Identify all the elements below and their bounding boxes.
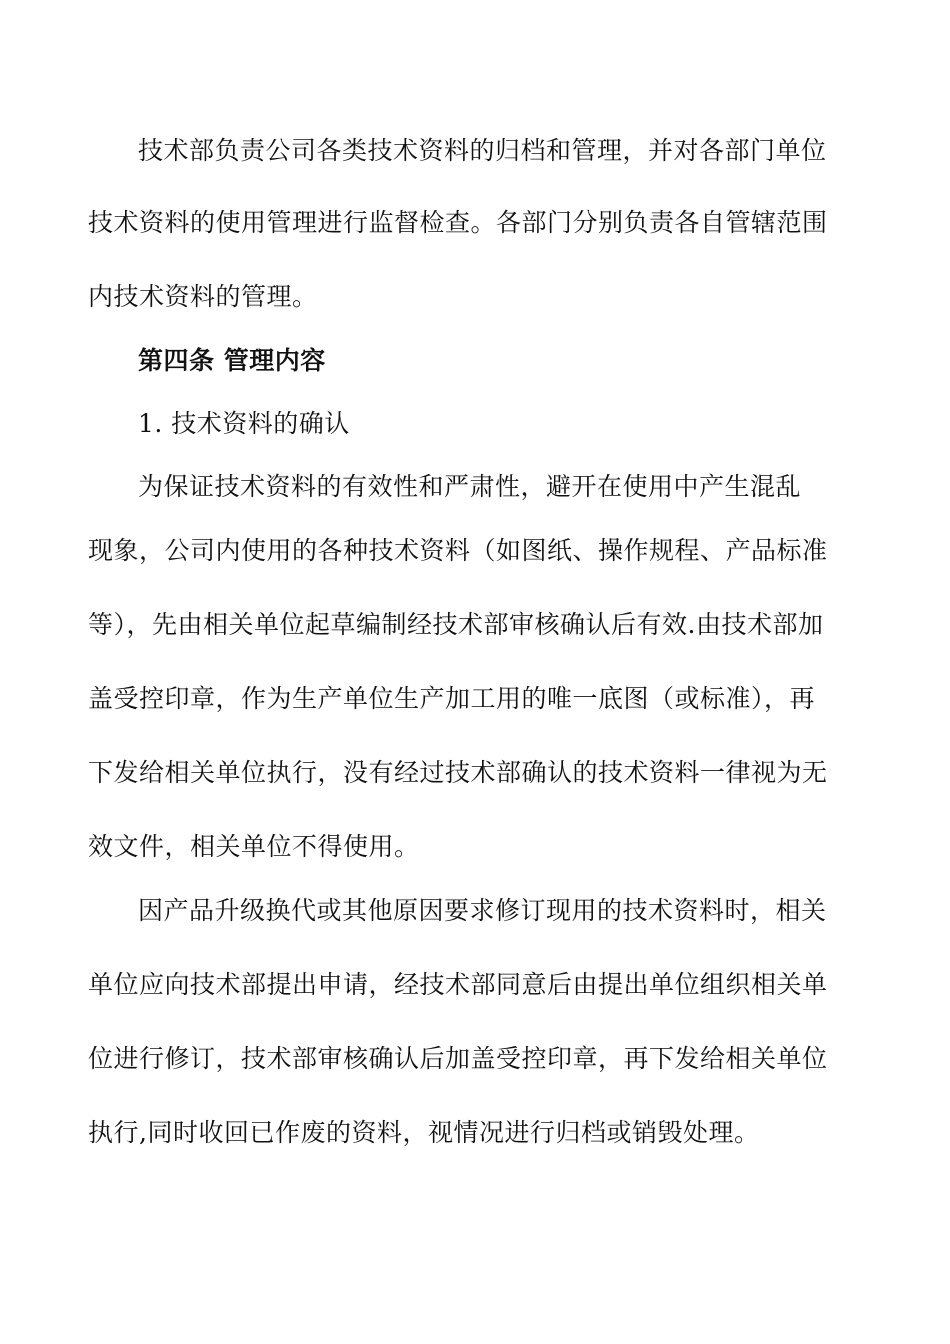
paragraph-2-line-1: 为保证技术资料的有效性和严肃性，避开在使用中产生混乱 (138, 472, 802, 501)
paragraph-3-line-3: 位进行修订，技术部审核确认后加盖受控印章，再下发给相关单位 (88, 1044, 828, 1073)
paragraph-2-line-6: 效文件，相关单位不得使用。 (88, 832, 420, 861)
paragraph-1-line-3: 内技术资料的管理。 (88, 282, 318, 311)
paragraph-2-line-4: 盖受控印章，作为生产单位生产加工用的唯一底图（或标准），再 (88, 684, 816, 713)
paragraph-3-line-4: 执行,同时收回已作废的资料，视情况进行归档或销毁处理。 (88, 1118, 760, 1147)
paragraph-1-line-2: 技术资料的使用管理进行监督检查。各部门分别负责各自管辖范围 (88, 208, 828, 237)
paragraph-3-line-1: 因产品升级换代或其他原因要求修订现用的技术资料时，相关 (138, 896, 827, 925)
section-heading: 第四条 管理内容 (138, 346, 326, 375)
subheading-1: 1. 技术资料的确认 (138, 409, 350, 438)
paragraph-2-line-2: 现象，公司内使用的各种技术资料（如图纸、操作规程、产品标准 (88, 536, 828, 565)
paragraph-1-line-1: 技术部负责公司各类技术资料的归档和管理，并对各部门单位 (138, 136, 827, 165)
paragraph-2-line-3: 等），先由相关单位起草编制经技术部审核确认后有效.由技术部加 (88, 610, 824, 639)
paragraph-2-line-5: 下发给相关单位执行，没有经过技术部确认的技术资料一律视为无 (88, 758, 828, 787)
paragraph-3-line-2: 单位应向技术部提出申请，经技术部同意后由提出单位组织相关单 (88, 970, 828, 999)
